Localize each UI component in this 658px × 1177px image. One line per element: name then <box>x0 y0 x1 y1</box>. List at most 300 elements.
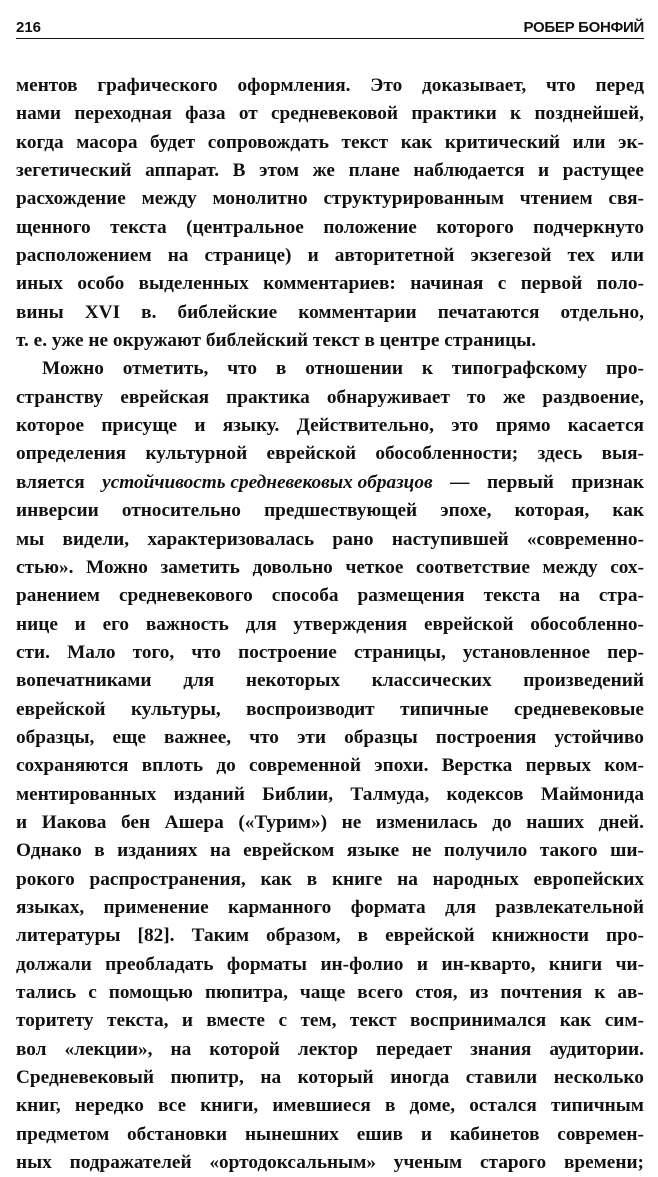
word: устойчиво <box>554 726 644 748</box>
word: т. е. уже не окружают библейский текст в центре страницы. <box>16 330 537 352</box>
word: лектор <box>297 1038 358 1060</box>
word: — <box>450 471 470 493</box>
word: стра- <box>598 585 644 607</box>
word: еще <box>112 726 146 748</box>
page-number: 216 <box>16 19 42 36</box>
word: Однако <box>16 840 82 862</box>
word: к <box>421 358 433 380</box>
word: про- <box>606 925 644 947</box>
word: чаще <box>299 982 346 1003</box>
word: которого <box>436 216 514 238</box>
word: литературы <box>16 925 121 947</box>
word: культуры, <box>130 698 221 720</box>
word: обстановки <box>127 1123 228 1145</box>
word: не <box>411 840 432 862</box>
word: четкое <box>345 556 404 578</box>
text-line <box>16 185 644 213</box>
word: отметить, <box>122 358 209 380</box>
text-line <box>16 951 644 979</box>
word: остался <box>469 1095 537 1117</box>
word: плане <box>348 160 400 182</box>
word: в. <box>141 301 157 323</box>
word: тех <box>567 245 595 267</box>
word: вины <box>16 301 64 323</box>
word: торитету <box>16 1010 94 1032</box>
word: от <box>238 103 258 125</box>
word: стью». <box>16 556 74 578</box>
word: размещения <box>357 585 465 607</box>
word: типичные <box>400 698 489 720</box>
word: средневековые <box>513 698 644 720</box>
word: должали <box>16 953 92 975</box>
word: выя- <box>601 443 644 465</box>
word: языках, <box>16 896 85 918</box>
word: фаза <box>185 103 226 125</box>
word: или <box>610 245 644 267</box>
text-line <box>16 100 644 128</box>
word: вопечатниками <box>16 670 152 692</box>
word: Ашера <box>164 811 224 833</box>
word: его <box>102 613 130 635</box>
word: и <box>74 613 86 635</box>
running-title: РОБЕР БОНФИЙ <box>523 19 644 36</box>
word: прямо <box>495 415 551 437</box>
word: обособленности; <box>375 443 519 465</box>
word: Действительно, <box>296 415 434 437</box>
word: ментированных <box>16 783 157 805</box>
word: текста, <box>107 1010 169 1032</box>
word: классических <box>371 670 492 692</box>
text-line <box>16 781 644 809</box>
word: сох- <box>610 556 644 578</box>
word: важность <box>145 613 229 635</box>
word: что <box>191 641 222 663</box>
text-line <box>16 72 644 100</box>
word: образцы, <box>16 726 95 748</box>
word: присуще <box>101 415 178 437</box>
word: такого <box>539 840 598 862</box>
word: между <box>141 188 197 210</box>
word: переходная <box>74 103 172 125</box>
text-line <box>16 270 644 298</box>
word: книге <box>331 868 383 890</box>
word: Это <box>370 75 403 96</box>
word: начиная <box>410 273 484 295</box>
word: печатаются <box>437 301 540 323</box>
word: тем, <box>300 1010 337 1032</box>
word: бен <box>121 811 151 833</box>
word: и <box>16 811 28 833</box>
word: предметом <box>16 1123 110 1145</box>
text-line <box>16 355 644 383</box>
word: ученым <box>393 1152 463 1174</box>
word: языке <box>346 840 400 862</box>
word: особо <box>77 273 125 295</box>
word: первый <box>486 471 554 493</box>
word: типографскому <box>451 358 588 380</box>
text-line <box>16 1149 644 1177</box>
word: ком- <box>604 755 644 777</box>
word: развлекательной <box>495 896 644 918</box>
word: форматы <box>226 953 307 975</box>
word: доказывает, <box>422 75 527 96</box>
word: вляется <box>16 471 85 493</box>
word: передает <box>375 1038 453 1060</box>
word: Мало <box>67 641 116 663</box>
word: будет <box>150 131 196 153</box>
word: сим- <box>604 1010 644 1032</box>
word: нынешних <box>244 1123 339 1145</box>
word: в <box>306 868 318 890</box>
text-line <box>16 327 644 355</box>
word: эк- <box>618 131 644 153</box>
word: мы <box>16 528 45 550</box>
word: графического <box>97 75 218 96</box>
text-line <box>16 242 644 270</box>
word: помощью <box>108 982 193 1003</box>
word: характеризовалась <box>147 528 315 550</box>
word: которое <box>16 415 85 437</box>
word: подчеркнуто <box>533 216 644 238</box>
word: оформления. <box>237 75 351 96</box>
word: формата <box>350 896 426 918</box>
word: европейских <box>533 868 644 890</box>
word: построения <box>435 726 537 748</box>
word: это <box>451 415 479 437</box>
word: еврейской <box>423 613 514 635</box>
word: авторитетной <box>334 245 455 267</box>
word: еврейской <box>266 443 357 465</box>
word: ав- <box>617 982 644 1003</box>
word: рокого <box>16 868 75 890</box>
word: книги <box>548 953 603 975</box>
word: странству <box>16 386 104 408</box>
word: подражателей <box>69 1152 192 1174</box>
word: для <box>183 670 215 692</box>
word: не <box>341 811 362 833</box>
word: образом, <box>266 925 341 947</box>
word: как <box>559 1010 592 1032</box>
body-text <box>16 72 644 1177</box>
word: обнаруживает <box>326 386 450 408</box>
word: в <box>94 840 105 862</box>
word: экзегезой <box>470 245 552 267</box>
word: отдельно, <box>560 301 644 323</box>
word: тались <box>16 982 77 1003</box>
text-line <box>16 412 644 440</box>
word: современной <box>248 755 362 777</box>
text-line <box>16 129 644 157</box>
word: вместе <box>206 1010 265 1032</box>
word: признак <box>571 471 644 493</box>
text-line <box>16 809 644 837</box>
text-line <box>16 582 644 610</box>
word: доме, <box>409 1095 456 1117</box>
word: касается <box>567 415 644 437</box>
word: в <box>384 1095 396 1117</box>
word: пюпитр, <box>170 1067 244 1089</box>
word: для <box>445 896 477 918</box>
text-line <box>16 979 644 1007</box>
text-line <box>16 724 644 752</box>
text-line <box>16 554 644 582</box>
word: еврейском <box>243 840 335 862</box>
word: иных <box>16 273 63 295</box>
word: и <box>538 160 550 182</box>
word: имевшиеся <box>272 1095 371 1117</box>
word: книг, <box>16 1095 61 1117</box>
word: несколько <box>553 1067 644 1089</box>
word: сти. <box>16 641 50 663</box>
word: Верстка <box>441 755 513 777</box>
text-line <box>16 1092 644 1120</box>
word: XVI <box>84 301 121 323</box>
word: Таким <box>191 925 249 947</box>
word: первых <box>525 755 592 777</box>
word: изданий <box>173 783 245 805</box>
word: ных <box>16 1152 52 1174</box>
text-line <box>16 157 644 185</box>
text-line <box>16 894 644 922</box>
text-line <box>16 752 644 780</box>
word: Иакова <box>41 811 107 833</box>
word: первой <box>520 273 583 295</box>
word: определения <box>16 443 127 465</box>
word: масора <box>76 131 138 153</box>
emphasized-phrase: устойчивость средневековых образцов <box>102 471 433 493</box>
word: что <box>227 358 257 380</box>
word: В <box>232 160 246 182</box>
word: положение <box>323 216 417 238</box>
word: выделенных <box>138 273 249 295</box>
word: здесь <box>537 443 583 465</box>
word: книги, <box>200 1095 259 1117</box>
text-line <box>16 639 644 667</box>
word: ранением <box>16 585 100 607</box>
word: Библии, <box>262 783 334 805</box>
word: «лекции», <box>64 1038 153 1060</box>
word: в <box>275 358 287 380</box>
word: обособленно- <box>530 613 644 635</box>
word: кодексов <box>446 783 524 805</box>
word: рано <box>332 528 374 550</box>
word: щенного <box>16 216 91 238</box>
word: зегетический <box>16 160 132 182</box>
word: относительно <box>121 500 241 522</box>
running-header <box>16 10 644 39</box>
word: вплоть <box>141 755 204 777</box>
word: средневековой <box>270 103 399 125</box>
word: применение <box>103 896 209 918</box>
text-line <box>16 696 644 724</box>
text-line <box>16 526 644 554</box>
word: библейские <box>177 301 278 323</box>
word: поло- <box>596 273 644 295</box>
word: который <box>297 1067 374 1089</box>
word: изменилась <box>375 811 478 833</box>
word: утверждения <box>293 613 408 635</box>
word: Маймонида <box>540 783 644 805</box>
word: чтением <box>519 188 593 210</box>
text-line <box>16 922 644 950</box>
text-line <box>16 440 644 468</box>
word: же <box>312 160 335 182</box>
word: позднейшей, <box>534 103 644 125</box>
word: или <box>572 131 606 153</box>
word: построение <box>238 641 337 663</box>
word: языку. <box>222 415 280 437</box>
word: ин-кварто, <box>441 953 536 975</box>
word: практики <box>411 103 497 125</box>
word: еврейская <box>120 386 210 408</box>
word: знания <box>470 1038 532 1060</box>
word: свя- <box>608 188 644 210</box>
word: что <box>249 726 279 748</box>
word: наблюдается <box>413 160 525 182</box>
word: ментов <box>16 75 78 96</box>
word: предшествующей <box>264 500 418 522</box>
word: практика <box>226 386 310 408</box>
word: и <box>194 415 206 437</box>
word: ши- <box>610 840 644 862</box>
word: комментариев: <box>263 273 396 295</box>
word: как <box>612 500 644 522</box>
word: того, <box>132 641 175 663</box>
word: аудитории. <box>549 1038 644 1060</box>
word: же <box>503 386 526 408</box>
word: времени; <box>563 1152 644 1174</box>
word: кабинетов <box>449 1123 540 1145</box>
word: до <box>216 755 236 777</box>
word: соответствие <box>416 556 530 578</box>
word: культурной <box>145 443 248 465</box>
word: заметить <box>160 556 240 578</box>
word: воспринимался <box>409 1010 547 1032</box>
word: и <box>420 1123 432 1145</box>
word: сохраняются <box>16 755 129 777</box>
word: между <box>542 556 598 578</box>
text-line <box>16 469 644 497</box>
word: на <box>209 840 231 862</box>
word: современ- <box>557 1123 644 1145</box>
word: «современно- <box>526 528 644 550</box>
word: структурированным <box>323 188 504 210</box>
word: получило <box>443 840 528 862</box>
word: эпохе, <box>440 500 492 522</box>
word: критический <box>444 131 560 153</box>
word: изданиях <box>117 840 198 862</box>
word: инверсии <box>16 500 99 522</box>
word: комментарии <box>298 301 417 323</box>
word: расположением <box>16 245 152 267</box>
word: то <box>467 386 486 408</box>
word: когда <box>16 131 64 153</box>
word: [82]. <box>137 925 175 947</box>
word: еврейской <box>16 698 106 720</box>
word: Можно <box>86 556 148 578</box>
word: нице <box>16 613 58 635</box>
word: как <box>260 868 293 890</box>
word: на <box>260 1067 282 1089</box>
word: страницы, <box>353 641 446 663</box>
word: этом <box>259 160 300 182</box>
text-line <box>16 1121 644 1149</box>
word: про- <box>606 358 644 380</box>
word: некоторых <box>245 670 341 692</box>
word: с <box>278 1010 287 1032</box>
word: «ортодоксальным» <box>209 1152 376 1174</box>
word: к <box>510 103 522 125</box>
word: дней. <box>598 811 644 833</box>
word: растущее <box>562 160 644 182</box>
word: все <box>158 1095 187 1117</box>
word: текст <box>349 1010 397 1032</box>
word: для <box>245 613 277 635</box>
text-line <box>16 667 644 695</box>
word: к <box>594 982 606 1003</box>
word: текста <box>110 216 167 238</box>
word: на <box>170 1038 192 1060</box>
word: эти <box>297 726 326 748</box>
text-line <box>16 497 644 525</box>
word: раздвоение, <box>542 386 644 408</box>
word: книжности <box>491 925 589 947</box>
word: текст <box>341 131 389 153</box>
text-line <box>16 611 644 639</box>
text-line <box>16 837 644 865</box>
word: нередко <box>74 1095 144 1117</box>
word: с <box>88 982 97 1003</box>
word: способа <box>271 585 339 607</box>
word: на <box>397 868 418 890</box>
word: которая, <box>514 500 590 522</box>
word: которой <box>209 1038 280 1060</box>
word: образцы <box>344 726 418 748</box>
word: средневекового <box>118 585 253 607</box>
word: всего <box>357 982 404 1003</box>
word: («Турим») <box>238 811 328 833</box>
word: чи- <box>615 953 644 975</box>
text-line <box>16 299 644 327</box>
word: еврейской <box>385 925 475 947</box>
word: сопровождать <box>207 131 329 153</box>
word: пер- <box>607 641 644 663</box>
word: аппарат. <box>145 160 220 182</box>
word: преобладать <box>105 953 214 975</box>
word: и <box>416 953 428 975</box>
word: пюпитра, <box>204 982 288 1003</box>
word: распространения, <box>89 868 246 890</box>
text-line <box>16 384 644 412</box>
word: эпохи. <box>374 755 429 777</box>
word: нами <box>16 103 61 125</box>
word: странице) <box>204 245 292 267</box>
word: как <box>400 131 433 153</box>
word: монолитно <box>212 188 308 210</box>
word: видели, <box>62 528 130 550</box>
word: отношении <box>305 358 403 380</box>
word: карманного <box>228 896 332 918</box>
word: ешив <box>356 1123 404 1145</box>
word: стоя, <box>415 982 458 1003</box>
word: (центральное <box>186 216 304 238</box>
word: установленное <box>462 641 591 663</box>
word: и <box>181 1010 193 1032</box>
word: важнее, <box>164 726 232 748</box>
word: Талмуда, <box>350 783 430 805</box>
text-line <box>16 1036 644 1064</box>
word: почтения <box>500 982 583 1003</box>
